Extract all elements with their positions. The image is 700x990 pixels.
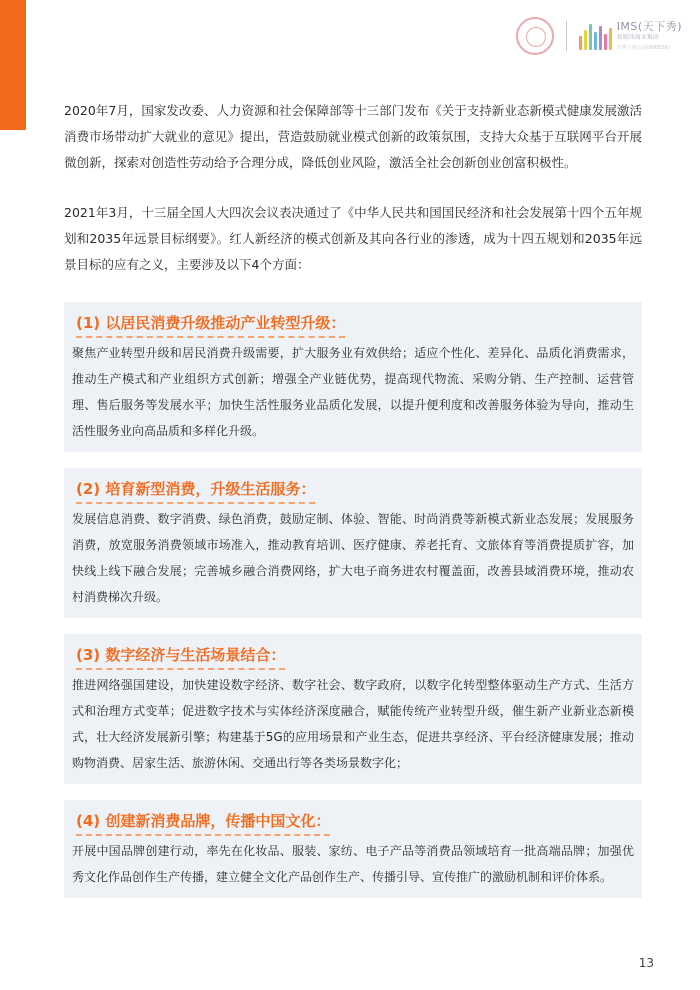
section-title: (4) 创建新消费品牌，传播中国文化： xyxy=(76,810,330,836)
section-body: 发展信息消费、数字消费、绿色消费，鼓励定制、体验、智能、时尚消费等新模式新业态发展；发展服务消费，放宽服务消费领域市场准入，推动教育培训、医疗健康、养老托育、文旅体育等消费提质扩容，加快线上线下融合发展；完善城乡融合消费网络，扩大电子商务进农村覆盖面，改善县域消费环境，推动农村消费梯次升级。 xyxy=(72,512,634,604)
page-content xyxy=(64,98,642,914)
section-new-brands xyxy=(64,800,642,898)
ims-subtitle: 新媒体商业集团 xyxy=(616,34,659,41)
ims-name: IMS(天下秀) xyxy=(616,19,682,33)
paragraph-policy-2021: 2021年3月，十三届全国人大四次会议表决通过了《中华人民共和国国民经济和社会发展第十四个五年规划和2035年远景目标纲要》。红人新经济的模式创新及其向各行业的渗透，成为十四五规划和2035年远景目标的应有之义，主要涉及以下4个方面： xyxy=(64,205,642,272)
ims-tagline: 天秀上市公司(600556) xyxy=(616,44,670,51)
section-digital-economy xyxy=(64,634,642,784)
section-body: 聚焦产业转型升级和居民消费升级需要，扩大服务业有效供给；适应个性化、差异化、品质化消费需求，推动生产模式和产业组织方式创新；增强全产业链优势，提高现代物流、采购分销、生产控制、运营管理、售后服务等发展水平；加快生活性服务业品质化发展，以提升便利度和改善服务体验为导向，推动生活性服务业向高品质和多样化升级。 xyxy=(72,346,634,438)
ims-logo xyxy=(579,21,682,51)
section-consumption-upgrade xyxy=(64,302,642,452)
ims-bars-icon xyxy=(579,22,612,50)
seal-icon xyxy=(516,17,554,55)
section-new-consumption xyxy=(64,468,642,618)
logo-divider xyxy=(566,21,567,51)
paragraph-policy-2020: 2020年7月，国家发改委、人力资源和社会保障部等十三部门发布《关于支持新业态新模式健康发展激活消费市场带动扩大就业的意见》提出，营造鼓励就业模式创新的政策氛围，支持大众基于互联网平台开展微创新，探索对创造性劳动给予合理分成，降低创业风险，激活全社会创新创业创富积极性。 xyxy=(64,103,642,170)
section-body: 开展中国品牌创建行动，率先在化妆品、服装、家纺、电子产品等消费品领域培育一批高端品牌；加强优秀文化作品创作生产传播，建立健全文化产品创作生产、传播引导、宣传推广的激励机制和评价体系。 xyxy=(72,844,634,884)
page-number: 13 xyxy=(638,956,654,970)
orange-accent-bar xyxy=(0,0,26,130)
section-title: (3) 数字经济与生活场景结合： xyxy=(76,644,285,670)
header-logos xyxy=(516,12,682,60)
section-title: (1) 以居民消费升级推动产业转型升级： xyxy=(76,312,345,338)
section-body: 推进网络强国建设，加快建设数字经济、数字社会、数字政府，以数字化转型整体驱动生产方式、生活方式和治理方式变革；促进数字技术与实体经济深度融合，赋能传统产业转型升级，催生新产业新业态新模式，壮大经济发展新引擎；构建基于5G的应用场景和产业生态，促进共享经济、平台经济健康发展；推动购物消费、居家生活、旅游休闲、交通出行等各类场景数字化； xyxy=(72,678,634,770)
section-title: (2) 培育新型消费，升级生活服务： xyxy=(76,478,315,504)
